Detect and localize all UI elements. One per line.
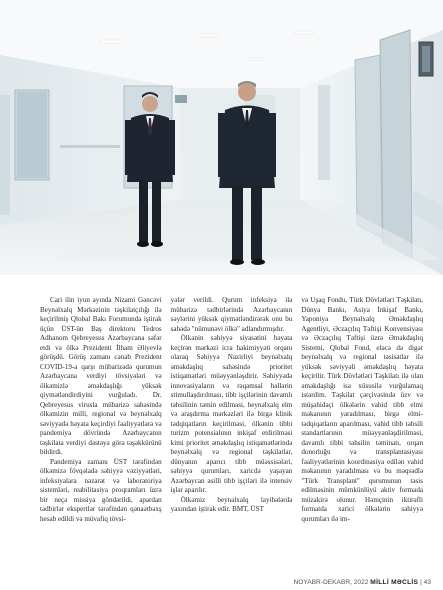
hospital-corridor-image — [0, 0, 443, 275]
article-body — [40, 296, 423, 566]
article-column-2 — [171, 296, 293, 566]
footer-separator: | — [420, 579, 422, 586]
paragraph: Cari ilin iyun ayında Nizami Gəncəvi Beynəlxalq Mərkəzinin təşkilatçılığı ilə keçirilmiş Qlobal Bakı Forumunda iştirak üçün ÜST-ün Baş direktoru Tedros Adhanom Qebreyesus Azərbaycana səfər etdi və ölkə Prezidenti İlham Əliyevlə görüşdü. Görüş zamanı cənab Prezident COVID-19-a qarşı mübarizədə qurumun Azərbaycana verdiyi tövsiyələri və ölkəmizlə əməkdaşlığı yüksək qiymətləndirdiyini vurğuladı. Dr. Qebreyesus virusla mübarizə sahəsində ölkəmizin milli, regional və beynəlxalq səviyyədə həyata keçirdiyi fəaliyyətlərə və pandemiya dövründə Azərbaycanın təşkilata verdiyi dəstəyə görə təşəkkürünü bildirdi. — [40, 296, 162, 456]
article-column-3 — [301, 296, 423, 566]
page-number: 43 — [423, 579, 431, 586]
paragraph: və Uşaq Fondu, Türk Dövlətləri Təşkilatı, Dünya Bankı, Asiya İnkişaf Bankı, Yaponiya Beynəlxalq Əməkdaşlıq Agentliyi, Əczaçılıq Təftişi Konvensiyası və Əczaçılıq Təftişi üzrə Əməkdaşlıq Sistemi, Qlobal Fond, eləcə də digər beynəlxalq və regional təsisatlar ilə yüksək səviyyəli əməkdaşlıq həyata keçirilir. Türk Dövlətləri Təşkilatı ilə olan əməkdaşlığı isə xüsusilə vurğulamaq istərdim. Təşkilat çərçivəsində üzv və müşahidəçi ölkələrin vahid tibb elmi məkanının yaradılması, birgə elmi-tədqiqatların aparılması, vahid tibb təhsili standartlarının müəyyənləşdirilməsi, davamlı tibbi təhsilin təminatı, orqan donorluğu və transplantasiyası fəaliyyətlərinin koordinasiya edilən vahid məkanının yaradılması və bu məqsədlə "Türk Transplant" qurumunun təsis edilməsinin mümkünlüyü aktiv formada müzakirə olunur. Həmçinin iktirəfli formatda xarici ölkələrin səhiyyə qurumları ilə im- — [301, 296, 424, 523]
paragraph: Ölkəmiz beynəlxalq layihələrdə yaxından iştirak edir. BMT, ÜST — [170, 495, 293, 513]
magazine-name: MİLLİ MƏCLİS — [370, 579, 419, 586]
issue-date: NOYABR-DEKABR, 2022 — [293, 579, 369, 586]
paragraph: Ölkənin səhiyyə siyasətini həyata keçirən mərkəzi icra hakimiyyəti orqanı olaraq Səhiyyə Nazirliyi beynəlxalq əməkdaşlıq sahəsində prioritet istiqamətləri müəyyənləşdirir. Səhiyyədə innovasiyaların və rəqəmsal həllərin stimullaşdırılması, tibb işçilərinin davamlı təhsilinin təmin edilməsi, beynəlxalq elm və araşdırma mərkəzləri ilə birgə klinik tədqiqatların keçirilməsi, ölkənin tibbi turizm potensialının inkişaf etdirilməsi kimi prioritet əməkdaşlıq istiqamətlərində beynəlxalq və regional təşkilatlar, dünyanın aparıcı tibb müəssisələri, səhiyyə qurumları, xaricdə yaşayan Azərbaycan əsilli tibb işçiləri ilə intensiv işlər aparılır. — [170, 334, 293, 494]
hero-photo — [0, 0, 443, 275]
paragraph: yələr verildi. Qurum infeksiya ilə mübarizə tədbirlərində Azərbaycanın səylərini yüksək qiymətləndirərək onu bu sahədə "nümunəvi ölkə" adlandırmışdır. — [170, 296, 293, 333]
paragraph: Pandemiya zamanı ÜST tərəfindən ölkəmizə fövqəladə səhiyyə vəziyyətləri, infeksiyalara nəzarət və laboratoriya sistemləri, reabilitasiya proqramları üzrə bir neçə missiya göndərildi, apardan tədbirlər ekspertlər tərəfindən qənaətbəxş hesab edildi və müvafiq tövsi- — [40, 457, 162, 523]
page-footer — [293, 579, 431, 586]
article-column-1 — [40, 296, 162, 566]
